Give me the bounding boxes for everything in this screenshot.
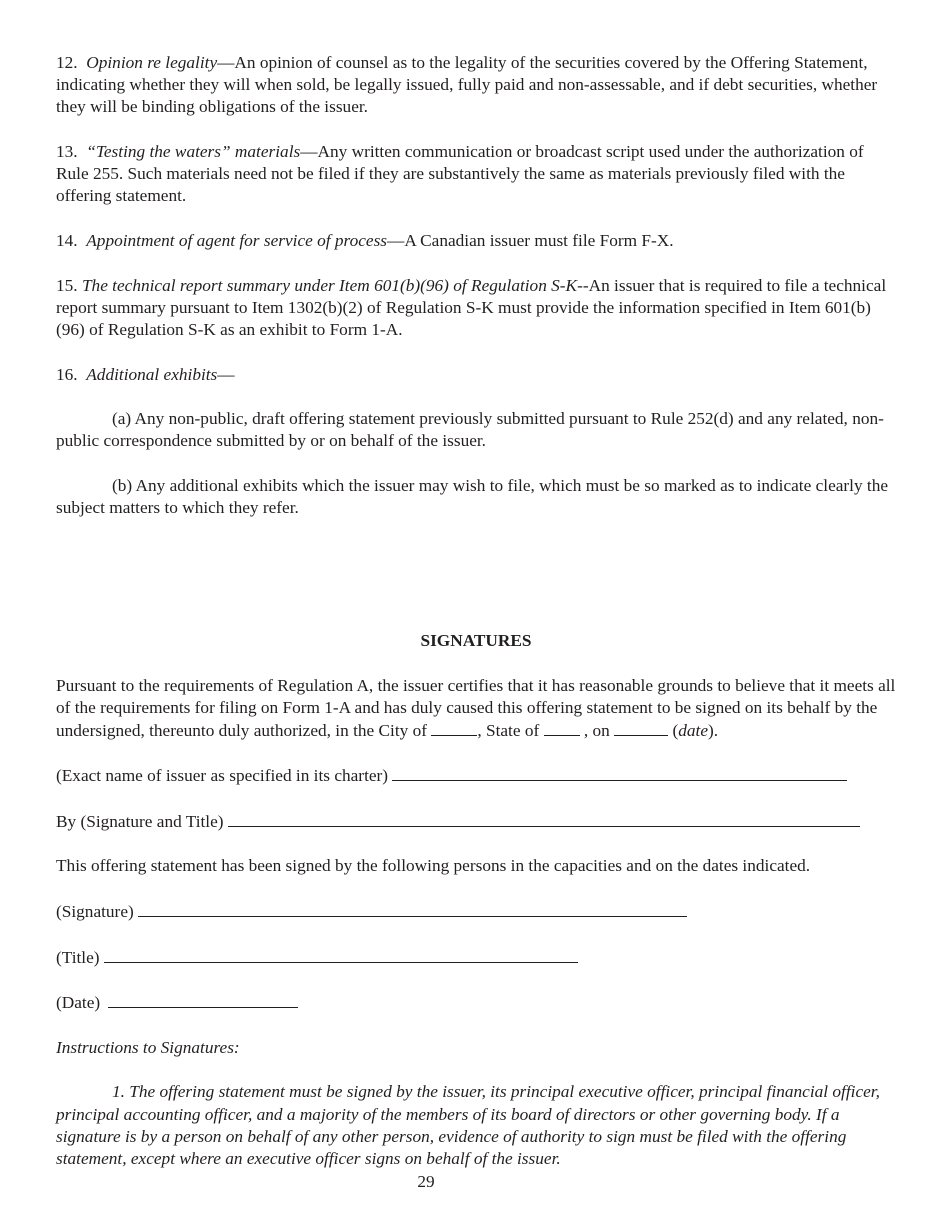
- by-signature-field[interactable]: [228, 810, 860, 827]
- issuer-name-field[interactable]: [392, 764, 847, 781]
- certification-paragraph: Pursuant to the requirements of Regulation A, the issuer certifies that it has reasonable grounds to believe that it meets all of the requirements for filing on Form 1-A and has duly caused this offering statement to be signed on its behalf by the undersigned, thereunto duly authorized, in the City of , State of , on (date).: [56, 676, 896, 740]
- certification-text: Pursuant to the requirements of Regulation A, the issuer certifies that it has reasonable grounds to believe that it meets all of the requirements for filing on Form 1-A and has duly caused this offering statement to be signed on its behalf by the undersigned, thereunto duly authorized, in the City of: [56, 676, 896, 740]
- date-word: date: [678, 720, 708, 740]
- document-page: [56, 52, 896, 1170]
- signature-line: [56, 900, 896, 923]
- exhibit-item-15: [56, 275, 896, 342]
- page-number: 29: [417, 1172, 435, 1191]
- exhibit-item-16: [56, 364, 896, 386]
- signatures-heading: SIGNATURES: [420, 631, 532, 651]
- item-title: Opinion re legality: [86, 53, 218, 72]
- item-text: —Any written communication or broadcast script used under the authorization of Rule 255. Such materials need not be filed if they are substantively the same as materials previously filed with the offering statement.: [56, 142, 864, 206]
- issuer-name-label: (Exact name of issuer as specified in its charter): [56, 766, 389, 786]
- date-label: (Date): [56, 993, 101, 1013]
- on-label: , on: [583, 720, 610, 740]
- signed-statement: This offering statement has been signed by the following persons in the capacities and on the dates indicated.: [56, 856, 811, 876]
- state-blank[interactable]: [544, 720, 580, 736]
- exhibit-item-12: [56, 52, 896, 119]
- item-text: --An issuer that is required to file a technical report summary pursuant to Item 1302(b)(2) of Regulation S-K must provide the information specified in Item 601(b)(96) of Regulation S-K as an exhibit to Form 1-A.: [56, 275, 887, 339]
- item-number: 14.: [56, 231, 78, 250]
- instructions-heading: Instructions to Signatures:: [56, 1037, 240, 1057]
- item-number: 13.: [56, 142, 78, 161]
- date-line: [56, 991, 896, 1014]
- item-number: 12.: [56, 53, 78, 72]
- state-label: , State of: [477, 720, 540, 740]
- item-text: —An opinion of counsel as to the legality of the securities covered by the Offering Statement, indicating whether they will when sold, be legally issued, fully paid and non-assessable, and if debt securities, whether they will be binding obligations of the issuer.: [56, 53, 878, 117]
- sub-item-a: (a) Any non-public, draft offering statement previously submitted pursuant to Rule 252(d) and any related, non-public correspondence submitted by or on behalf of the issuer.: [56, 409, 884, 451]
- by-signature-label: By (Signature and Title): [56, 811, 224, 831]
- date-blank[interactable]: [614, 720, 668, 736]
- signature-label: (Signature): [56, 901, 134, 921]
- instruction-1: 1. The offering statement must be signed by the issuer, its principal executive officer, principal financial officer, principal accounting officer, and a majority of the members of its board of directors or other governing body. If a signature is by a person on behalf of any other person, evidence of authority to sign must be filed with the offering statement, except where an executive officer signs on behalf of the issuer.: [56, 1082, 880, 1168]
- item-text: —A Canadian issuer must file Form F-X.: [387, 231, 674, 250]
- title-field[interactable]: [104, 946, 578, 963]
- item-title: Additional exhibits: [86, 364, 218, 384]
- sub-item-b: (b) Any additional exhibits which the issuer may wish to file, which must be so marked as to indicate clearly the subject matters to which they refer.: [56, 475, 889, 518]
- item-text: —: [217, 364, 235, 384]
- item-title: “Testing the waters” materials: [86, 142, 301, 161]
- issuer-name-line: [56, 764, 896, 787]
- exhibit-item-14: [56, 230, 896, 252]
- title-label: (Title): [56, 947, 100, 967]
- by-signature-line: [56, 810, 896, 833]
- item-number: 15.: [56, 275, 78, 295]
- city-blank[interactable]: [431, 720, 477, 736]
- title-line: [56, 946, 896, 969]
- date-field[interactable]: [108, 991, 298, 1008]
- signature-field[interactable]: [138, 900, 687, 917]
- exhibit-item-13: [56, 141, 896, 208]
- item-number: 16.: [56, 364, 78, 384]
- item-title: Appointment of agent for service of process: [86, 231, 388, 250]
- item-title: The technical report summary under Item 601(b)(96) of Regulation S-K: [81, 275, 578, 295]
